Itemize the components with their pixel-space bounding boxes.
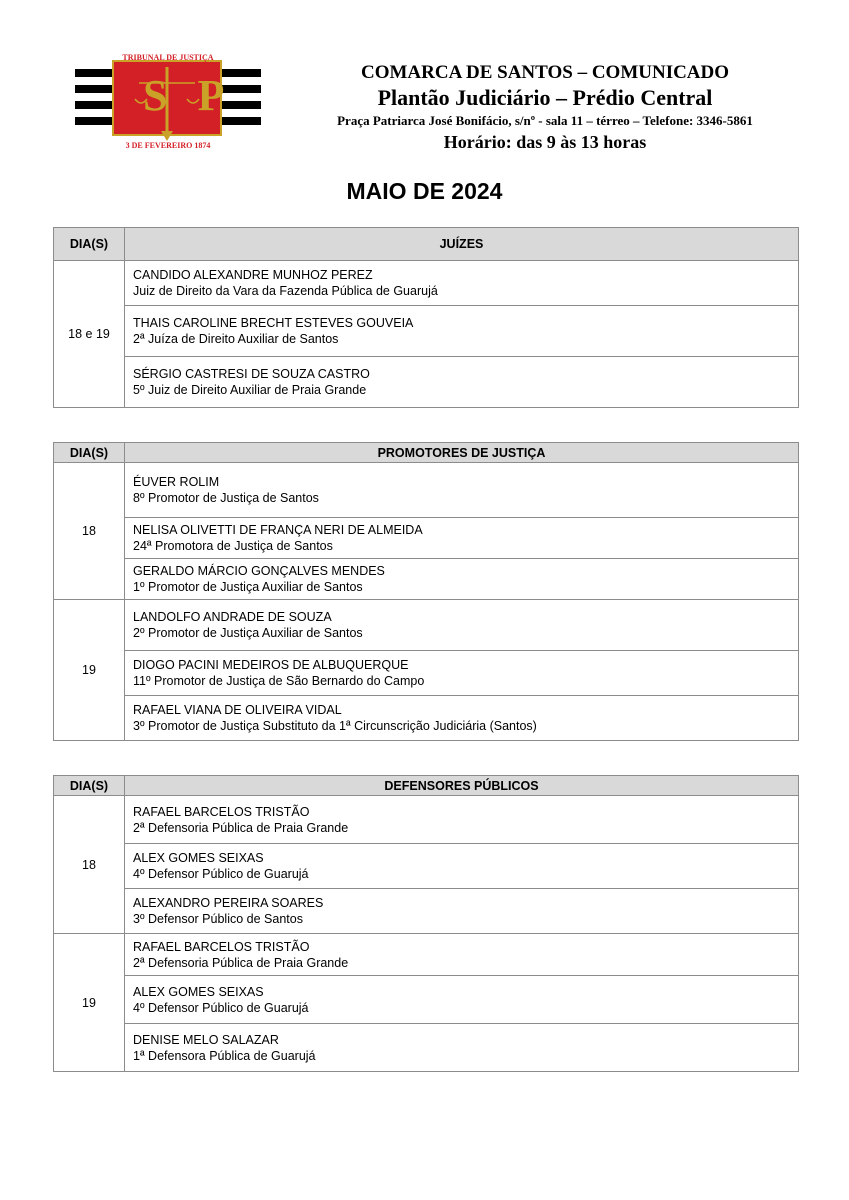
- person-name: ÉUVER ROLIM: [133, 475, 220, 489]
- person-role: 2ª Defensoria Pública de Praia Grande: [133, 955, 349, 970]
- seal-top-text: TRIBUNAL DE JUSTIÇA: [122, 53, 214, 62]
- person-name: RAFAEL VIANA DE OLIVEIRA VIDAL: [133, 703, 342, 717]
- person-role: 3º Promotor de Justiça Substituto da 1ª Circunscrição Judiciária (Santos): [133, 719, 537, 733]
- seal-letters: SP: [143, 71, 255, 120]
- court-logo: [75, 53, 261, 153]
- col-day-header: DIA(S): [54, 228, 125, 261]
- person-role: 5º Juiz de Direito Auxiliar de Praia Grande: [133, 383, 367, 397]
- table-row: [54, 518, 799, 559]
- person-role: 2º Promotor de Justiça Auxiliar de Santos: [133, 626, 363, 640]
- person-role: 24ª Promotora de Justiça de Santos: [133, 539, 333, 553]
- table-row: [54, 696, 799, 741]
- header-hours: Horário: das 9 às 13 horas: [443, 132, 647, 152]
- person-cell: [125, 844, 799, 889]
- col-day-header: DIA(S): [54, 776, 125, 796]
- day-cell: 18: [54, 463, 125, 600]
- person-name: ALEX GOMES SEIXAS: [133, 984, 264, 999]
- seal-bottom-text: 3 DE FEVEREIRO 1874: [125, 141, 211, 150]
- day-cell: 18 e 19: [54, 261, 125, 408]
- table-row: [54, 1024, 799, 1072]
- person-cell: [125, 889, 799, 934]
- person-cell: [125, 651, 799, 696]
- person-cell: [125, 518, 799, 559]
- person-name: GERALDO MÁRCIO GONÇALVES MENDES: [133, 564, 385, 578]
- page-title: MAIO DE 2024: [346, 178, 503, 204]
- person-role: 1ª Defensora Pública de Guarujá: [133, 1048, 316, 1063]
- person-name: ALEX GOMES SEIXAS: [133, 851, 264, 865]
- person-cell: [125, 1024, 799, 1072]
- person-name: DENISE MELO SALAZAR: [133, 1032, 279, 1047]
- col-day-header: DIA(S): [54, 443, 125, 463]
- table-row: [54, 844, 799, 889]
- table-row: [54, 796, 799, 844]
- table-row: [54, 934, 799, 976]
- judges-table: [53, 227, 799, 408]
- person-cell: [125, 357, 799, 408]
- table-row: [54, 306, 799, 357]
- col-people-header: JUÍZES: [125, 228, 799, 261]
- col-people-header: DEFENSORES PÚBLICOS: [125, 776, 799, 796]
- table-row: [54, 651, 799, 696]
- table-row: [54, 261, 799, 306]
- person-cell: [125, 463, 799, 518]
- table-row: [54, 463, 799, 518]
- person-name: DIOGO PACINI MEDEIROS DE ALBUQUERQUE: [133, 658, 409, 672]
- table-row: [54, 889, 799, 934]
- person-role: 3º Defensor Público de Santos: [133, 912, 303, 926]
- person-name: THAIS CAROLINE BRECHT ESTEVES GOUVEIA: [133, 316, 414, 330]
- table-row: [54, 600, 799, 651]
- table-row: [54, 976, 799, 1024]
- document-header: [290, 62, 800, 154]
- person-role: 8º Promotor de Justiça de Santos: [133, 491, 319, 505]
- person-cell: [125, 796, 799, 844]
- person-cell: [125, 261, 799, 306]
- person-name: NELISA OLIVETTI DE FRANÇA NERI DE ALMEIDA: [133, 523, 423, 537]
- person-role: 4º Defensor Público de Guarujá: [133, 867, 309, 881]
- person-cell: [125, 934, 799, 976]
- public-defenders-table: [53, 775, 799, 1072]
- table-row: [54, 559, 799, 600]
- person-role: 2ª Defensoria Pública de Praia Grande: [133, 820, 349, 835]
- col-people-header: PROMOTORES DE JUSTIÇA: [125, 443, 799, 463]
- person-cell: [125, 559, 799, 600]
- person-name: RAFAEL BARCELOS TRISTÃO: [133, 939, 310, 954]
- person-role: 1º Promotor de Justiça Auxiliar de Santos: [133, 580, 363, 594]
- person-name: RAFAEL BARCELOS TRISTÃO: [133, 804, 310, 819]
- person-role: 2ª Juíza de Direito Auxiliar de Santos: [133, 332, 339, 346]
- person-name: ALEXANDRO PEREIRA SOARES: [133, 896, 324, 910]
- person-role: Juiz de Direito da Vara da Fazenda Pública de Guarujá: [133, 284, 438, 298]
- person-role: 11º Promotor de Justiça de São Bernardo do Campo: [133, 674, 425, 688]
- person-cell: [125, 696, 799, 741]
- person-cell: [125, 976, 799, 1024]
- person-name: SÉRGIO CASTRESI DE SOUZA CASTRO: [133, 367, 370, 381]
- prosecutors-table: [53, 442, 799, 741]
- day-cell: 19: [54, 934, 125, 1072]
- person-role: 4º Defensor Público de Guarujá: [133, 1000, 309, 1015]
- day-cell: 19: [54, 600, 125, 741]
- person-name: CANDIDO ALEXANDRE MUNHOZ PEREZ: [133, 268, 373, 282]
- header-address: Praça Patriarca José Bonifácio, s/nº - sala 11 – térreo – Telefone: 3346-5861: [337, 113, 753, 128]
- person-cell: [125, 306, 799, 357]
- table-row: [54, 357, 799, 408]
- header-comarca: COMARCA DE SANTOS – COMUNICADO: [360, 62, 730, 83]
- header-plantao: Plantão Judiciário – Prédio Central: [377, 85, 713, 110]
- person-cell: [125, 600, 799, 651]
- person-name: LANDOLFO ANDRADE DE SOUZA: [133, 610, 332, 624]
- day-cell: 18: [54, 796, 125, 934]
